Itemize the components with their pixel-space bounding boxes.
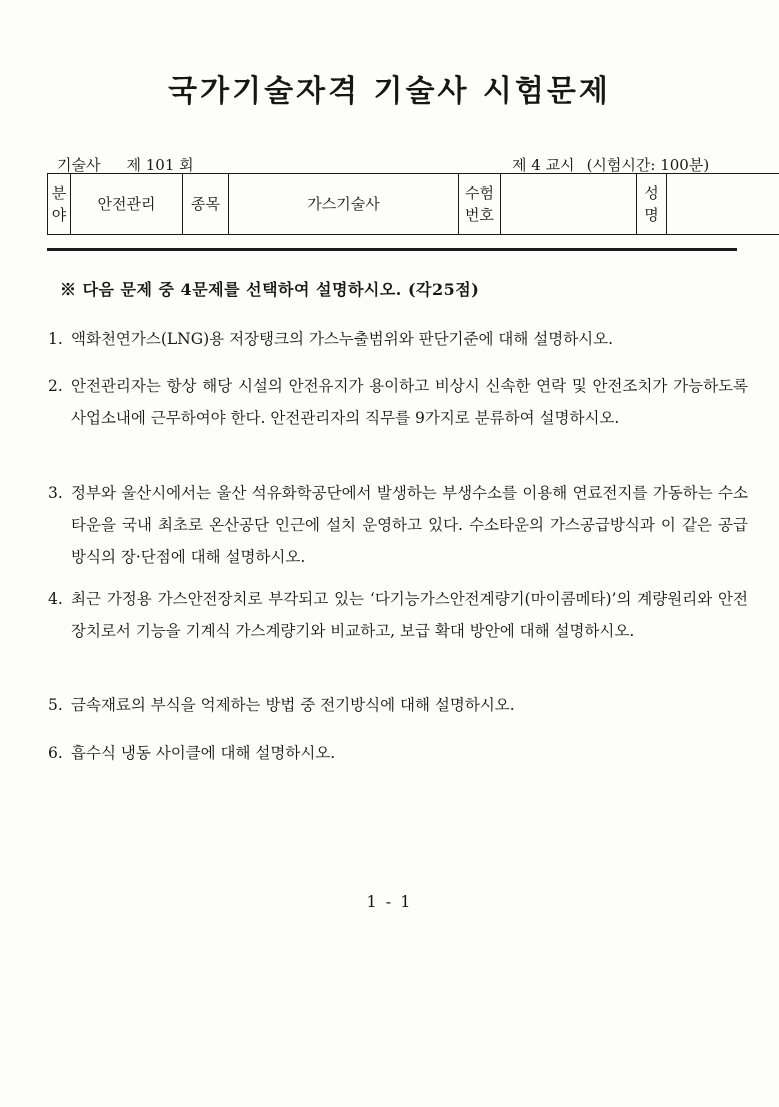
field-value: 안전관리	[71, 174, 183, 235]
instruction: ※ 다음 문제 중 4문제를 선택하여 설명하시오. (각25점)	[60, 280, 480, 299]
exam-period: 제 4 교시	[512, 156, 575, 174]
question-item	[48, 477, 748, 573]
question-text: 흡수식 냉동 사이클에 대해 설명하시오.	[71, 744, 336, 762]
exam-number-field[interactable]	[501, 174, 637, 235]
exam-category-round	[57, 154, 194, 175]
question-item	[48, 583, 748, 647]
question-number: 2.	[48, 377, 63, 395]
exam-number-label: 수험 번호	[459, 174, 501, 235]
question-number: 1.	[48, 330, 63, 348]
exam-time: (시험시간: 100분)	[586, 156, 710, 174]
field-label: 분 야	[48, 174, 71, 235]
question-number: 5.	[48, 696, 63, 714]
exam-round: 제 101 회	[126, 156, 194, 174]
question-item	[48, 323, 748, 355]
question-text: 안전관리자는 항상 해당 시설의 안전유지가 용이하고 비상시 신속한 연락 및 안전조치가 가능하도록 사업소내에 근무하여야 한다. 안전관리자의 직무를 9가지로 분류하여 설명하시오.	[71, 377, 748, 427]
question-item	[48, 689, 748, 721]
exam-category: 기술사	[57, 156, 101, 174]
question-number: 6.	[48, 744, 63, 762]
question-item	[48, 370, 748, 434]
item-value: 가스기술사	[229, 174, 459, 235]
question-item	[48, 737, 748, 769]
question-text: 금속재료의 부식을 억제하는 방법 중 전기방식에 대해 설명하시오.	[71, 696, 515, 714]
header-divider	[47, 248, 737, 251]
page-number: 1 - 1	[366, 892, 413, 911]
question-text: 액화천연가스(LNG)용 저장탱크의 가스누출범위와 판단기준에 대해 설명하시오.	[71, 330, 614, 348]
exam-info-table	[47, 173, 779, 235]
question-text: 정부와 울산시에서는 울산 석유화학공단에서 발생하는 부생수소를 이용해 연료전지를 가동하는 수소타운을 국내 최초로 온산공단 인근에 설치 운영하고 있다. 수소타운의 가스공급방식과 이 같은 공급방식의 장·단점에 대해 설명하시오.	[71, 484, 748, 566]
name-label: 성 명	[637, 174, 667, 235]
exam-period-time	[512, 154, 709, 175]
page-title: 국가기술자격 기술사 시험문제	[168, 74, 611, 109]
item-label: 종목	[183, 174, 229, 235]
question-number: 4.	[48, 590, 63, 608]
question-number: 3.	[48, 484, 63, 502]
question-text: 최근 가정용 가스안전장치로 부각되고 있는 ‘다기능가스안전계량기(마이콤메타)’의 계량원리와 안전장치로서 기능을 기계식 가스계량기와 비교하고, 보급 확대 방안에 대해 설명하시오.	[71, 590, 748, 640]
name-field[interactable]	[667, 174, 779, 235]
